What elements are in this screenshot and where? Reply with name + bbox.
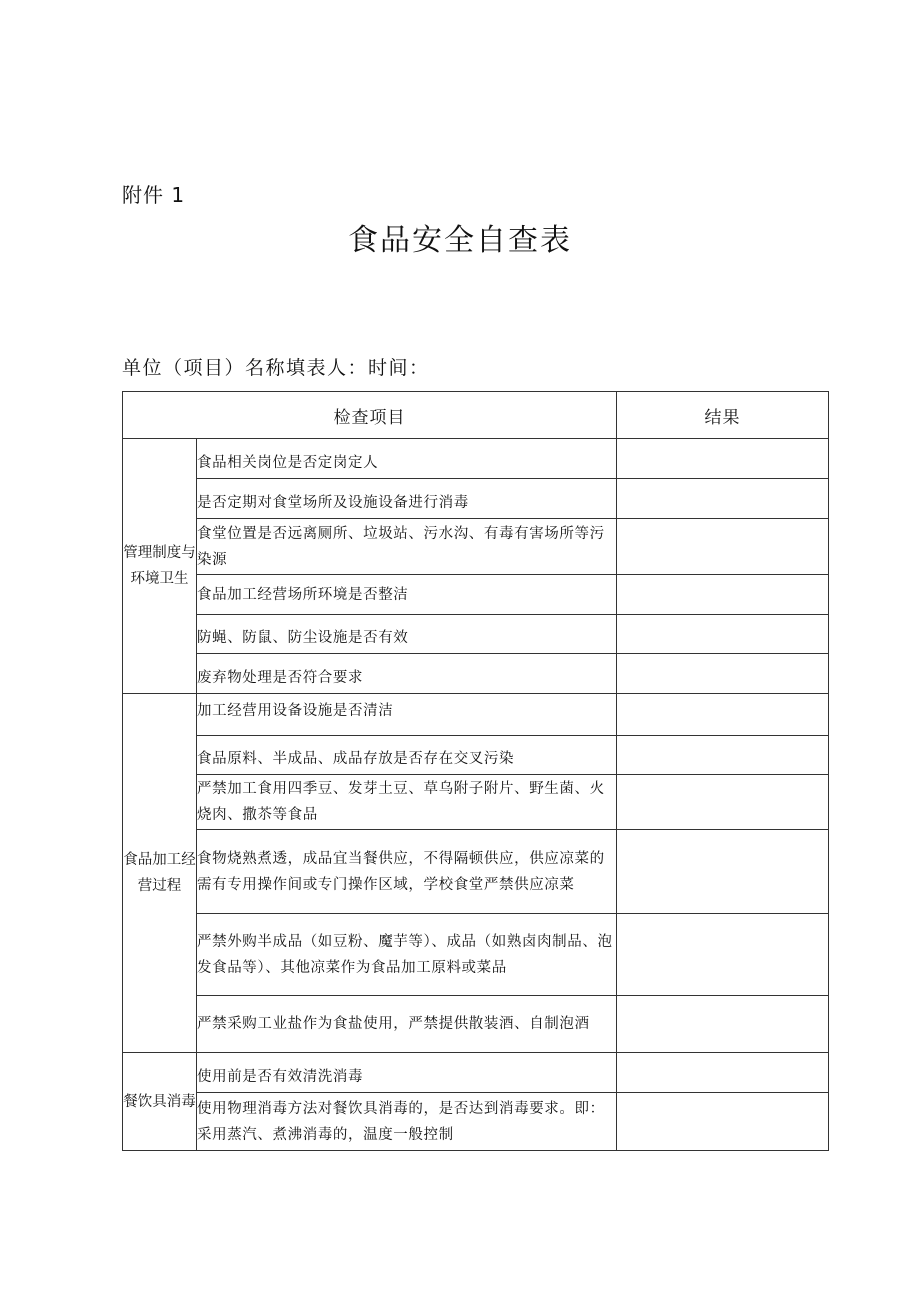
check-item: 加工经营用设备设施是否清洁 [197,694,617,736]
table-row [123,615,829,654]
form-meta-line: 单位（项目）名称填表人：时间： [122,357,430,379]
result-cell[interactable] [617,654,829,694]
table-row [123,736,829,775]
check-item: 食品相关岗位是否定岗定人 [197,439,617,479]
page-title: 食品安全自查表 [348,223,572,258]
check-item: 严禁加工食用四季豆、发芽土豆、草乌附子附片、野生菌、火烧肉、撒苶等食品 [197,775,617,830]
table-row [123,775,829,830]
annex-label: 附件 1 [122,183,186,207]
result-cell[interactable] [617,914,829,996]
result-cell[interactable] [617,996,829,1053]
table-header-row [123,392,829,439]
result-cell[interactable] [617,775,829,830]
category-cell: 管理制度与环境卫生 [123,439,197,694]
table-row [123,914,829,996]
table-row [123,519,829,575]
table-row [123,1053,829,1093]
check-item: 食物烧熟煮透，成品宜当餐供应，不得隔顿供应，供应凉菜的需有专用操作间或专门操作区域，学校食堂严禁供应凉菜 [197,830,617,914]
table-row [123,1093,829,1151]
result-cell[interactable] [617,519,829,575]
check-item: 食堂位置是否远离厕所、垃圾站、污水沟、有毒有害场所等污染源 [197,519,617,575]
result-cell[interactable] [617,615,829,654]
table-row [123,694,829,736]
result-cell[interactable] [617,479,829,519]
table-row [123,996,829,1053]
inspection-table [122,391,829,1151]
header-check-item: 检查项目 [123,392,617,439]
check-item: 严禁外购半成品（如豆粉、魔芋等）、成品（如熟卤肉制品、泡发食品等）、其他凉菜作为食品加工原料或菜品 [197,914,617,996]
check-item: 废弃物处理是否符合要求 [197,654,617,694]
check-item: 防蝇、防鼠、防尘设施是否有效 [197,615,617,654]
result-cell[interactable] [617,830,829,914]
result-cell[interactable] [617,736,829,775]
header-result: 结果 [617,392,829,439]
check-item: 使用物理消毒方法对餐饮具消毒的，是否达到消毒要求。即：采用蒸汽、煮沸消毒的，温度一般控制 [197,1093,617,1151]
table-row [123,439,829,479]
result-cell[interactable] [617,439,829,479]
check-item: 是否定期对食堂场所及设施设备进行消毒 [197,479,617,519]
table-row [123,479,829,519]
result-cell[interactable] [617,575,829,615]
result-cell[interactable] [617,1093,829,1151]
result-cell[interactable] [617,694,829,736]
check-item: 使用前是否有效清洗消毒 [197,1053,617,1093]
category-cell: 餐饮具消毒 [123,1053,197,1151]
check-item: 食品加工经营场所环境是否整洁 [197,575,617,615]
check-item: 食品原料、半成品、成品存放是否存在交叉污染 [197,736,617,775]
table-row [123,830,829,914]
category-cell: 食品加工经营过程 [123,694,197,1053]
check-item: 严禁采购工业盐作为食盐使用，严禁提供散装酒、自制泡酒 [197,996,617,1053]
table-row [123,575,829,615]
result-cell[interactable] [617,1053,829,1093]
table-row [123,654,829,694]
